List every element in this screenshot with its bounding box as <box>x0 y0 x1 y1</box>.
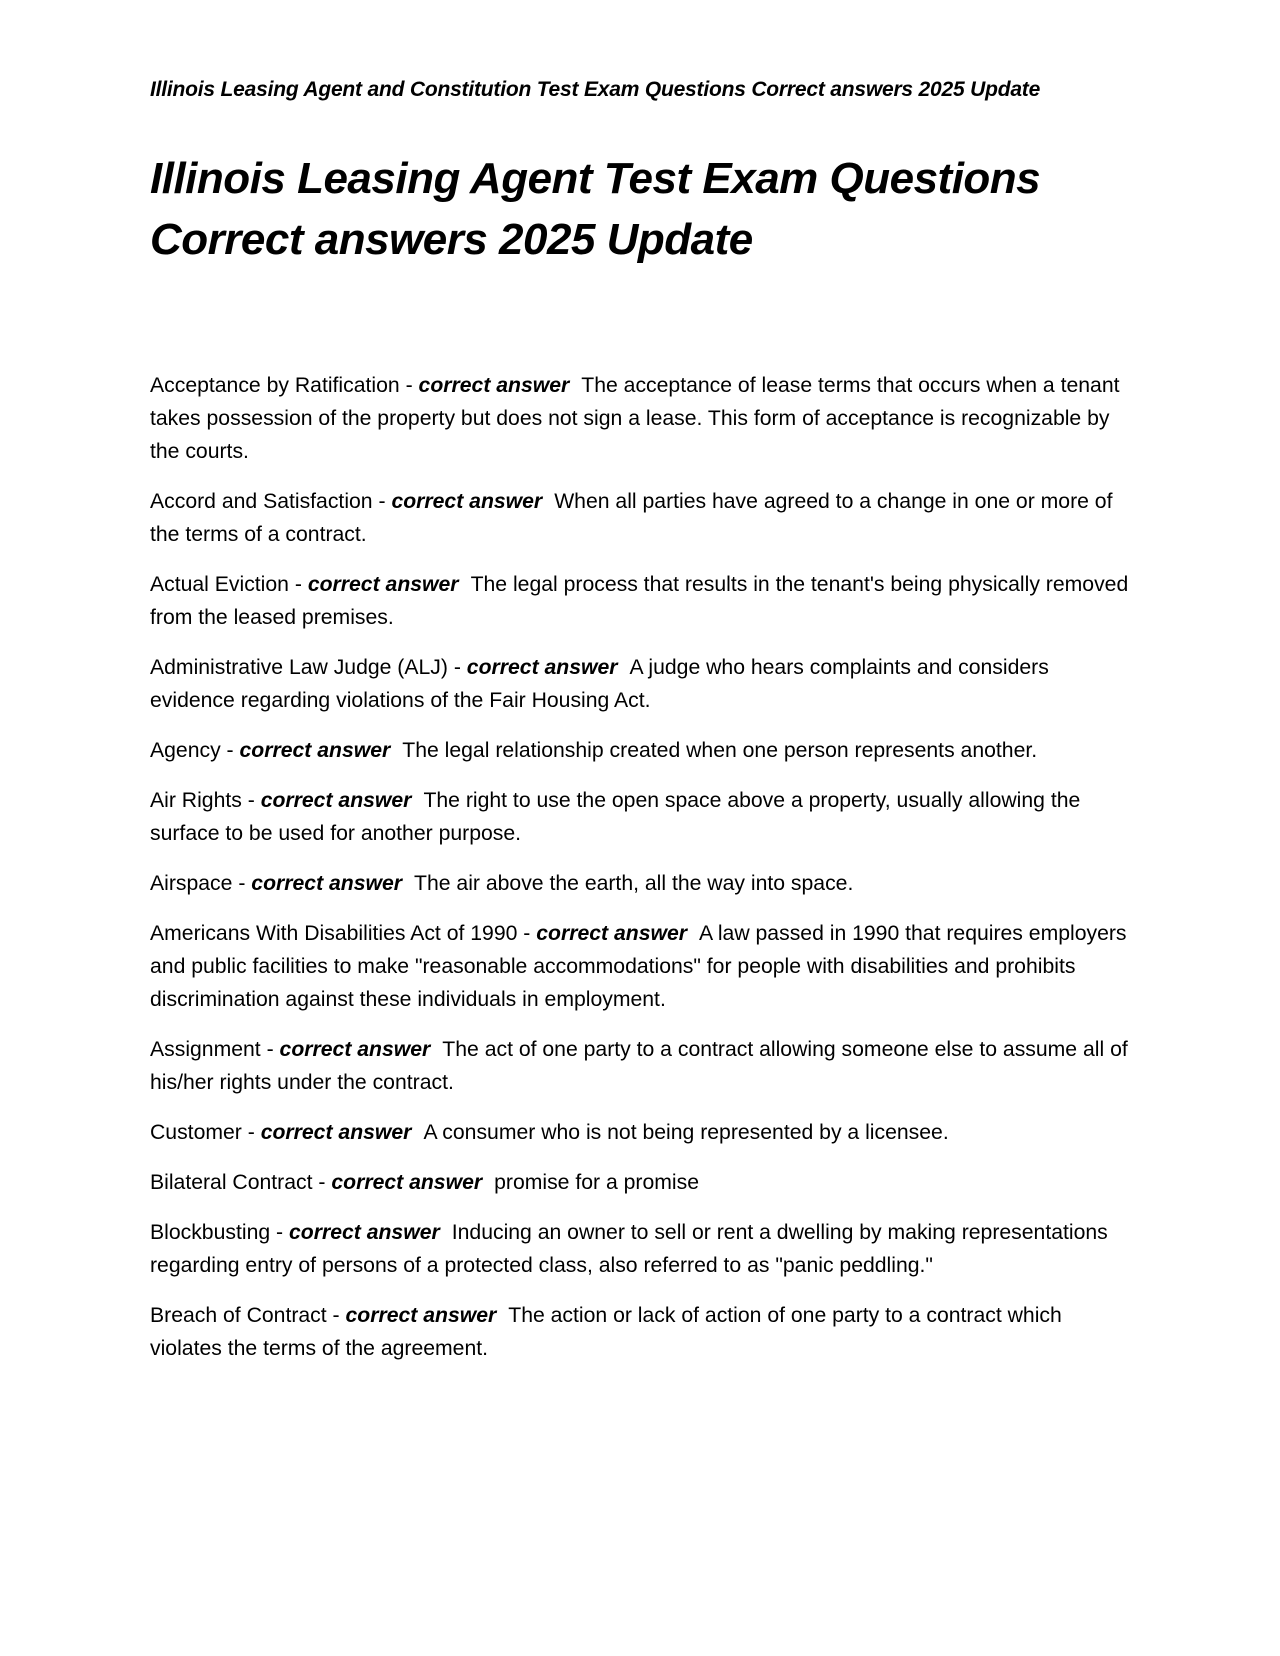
entry-term: Actual Eviction <box>150 573 289 596</box>
answer-label: correct answer <box>260 789 412 812</box>
answer-label: correct answer <box>331 1171 483 1194</box>
glossary-list <box>150 369 1130 1382</box>
glossary-entry <box>150 1166 1130 1199</box>
entry-definition: A law passed in 1990 that requires employers and public facilities to make "reasonable accommodations" for people with disabilities and prohibits discrimination against these individuals in employment. <box>150 922 1127 1011</box>
entry-definition: When all parties have agreed to a change in one or more of the terms of a contract. <box>150 490 1113 546</box>
entry-separator: - <box>232 872 252 895</box>
entry-definition: Inducing an owner to sell or rent a dwelling by making representations regarding entry of persons of a protected class, also referred to as "panic peddling." <box>150 1221 1108 1277</box>
entry-definition: A judge who hears complaints and considers evidence regarding violations of the Fair Housing Act. <box>150 656 1049 712</box>
answer-label: correct answer <box>391 490 543 513</box>
entry-separator: - <box>372 490 392 513</box>
glossary-entry <box>150 568 1130 634</box>
answer-label: correct answer <box>251 872 403 895</box>
entry-definition: The right to use the open space above a property, usually allowing the surface to be used for another purpose. <box>150 789 1081 845</box>
entry-term: Administrative Law Judge (ALJ) <box>150 656 448 679</box>
entry-term: Customer <box>150 1121 242 1144</box>
glossary-entry <box>150 784 1130 850</box>
entry-separator: - <box>241 1121 261 1144</box>
glossary-entry <box>150 369 1130 468</box>
glossary-entry <box>150 734 1130 767</box>
entry-definition: The action or lack of action of one party to a contract which violates the terms of the agreement. <box>150 1304 1062 1360</box>
entry-separator: - <box>399 374 419 397</box>
answer-label: correct answer <box>418 374 570 397</box>
answer-label: correct answer <box>260 1121 412 1144</box>
entry-separator: - <box>220 739 240 762</box>
glossary-entry <box>150 1116 1130 1149</box>
entry-separator: - <box>288 573 308 596</box>
entry-term: Air Rights <box>150 789 242 812</box>
entry-separator: - <box>241 789 261 812</box>
entry-definition: The legal process that results in the tenant's being physically removed from the leased premises. <box>150 573 1129 629</box>
entry-term: Assignment <box>150 1038 261 1061</box>
entry-term: Breach of Contract <box>150 1304 327 1327</box>
answer-label: correct answer <box>279 1038 431 1061</box>
entry-definition: The legal relationship created when one person represents another. <box>402 739 1038 762</box>
entry-term: Airspace <box>150 872 233 895</box>
running-header: Illinois Leasing Agent and Constitution Test Exam Questions Correct answers 2025 Update <box>150 78 1041 101</box>
entry-term: Bilateral Contract <box>150 1171 313 1194</box>
entry-term: Agency <box>150 739 221 762</box>
entry-definition: The acceptance of lease terms that occurs when a tenant takes possession of the property but does not sign a lease. This form of acceptance is recognizable by the courts. <box>150 374 1120 463</box>
document-title: Illinois Leasing Agent Test Exam Questions Correct answers 2025 Update <box>150 154 1041 264</box>
glossary-entry <box>150 1299 1130 1365</box>
entry-term: Acceptance by Ratification <box>150 374 400 397</box>
glossary-entry <box>150 867 1130 900</box>
entry-definition: The act of one party to a contract allowing someone else to assume all of his/her rights under the contract. <box>150 1038 1128 1094</box>
entry-separator: - <box>326 1304 346 1327</box>
entry-separator: - <box>517 922 537 945</box>
answer-label: correct answer <box>345 1304 497 1327</box>
answer-label: correct answer <box>239 739 391 762</box>
entry-definition: promise for a promise <box>494 1171 699 1194</box>
entry-term: Americans With Disabilities Act of 1990 <box>150 922 518 945</box>
entry-definition: A consumer who is not being represented by a licensee. <box>423 1121 949 1144</box>
entry-separator: - <box>270 1221 289 1244</box>
entry-separator: - <box>447 656 467 679</box>
entry-term: Blockbusting <box>150 1221 271 1244</box>
entry-separator: - <box>312 1171 332 1194</box>
glossary-entry <box>150 1216 1130 1282</box>
answer-label: correct answer <box>307 573 459 596</box>
answer-label: correct answer <box>536 922 687 945</box>
entry-definition: The air above the earth, all the way into space. <box>414 872 854 895</box>
answer-label: correct answer <box>466 656 618 679</box>
entry-separator: - <box>260 1038 280 1061</box>
glossary-entry <box>150 1033 1130 1099</box>
glossary-entry <box>150 917 1130 1016</box>
glossary-entry <box>150 651 1130 717</box>
glossary-entry <box>150 485 1130 551</box>
entry-term: Accord and Satisfaction <box>150 490 373 513</box>
answer-label: correct answer <box>288 1221 440 1244</box>
